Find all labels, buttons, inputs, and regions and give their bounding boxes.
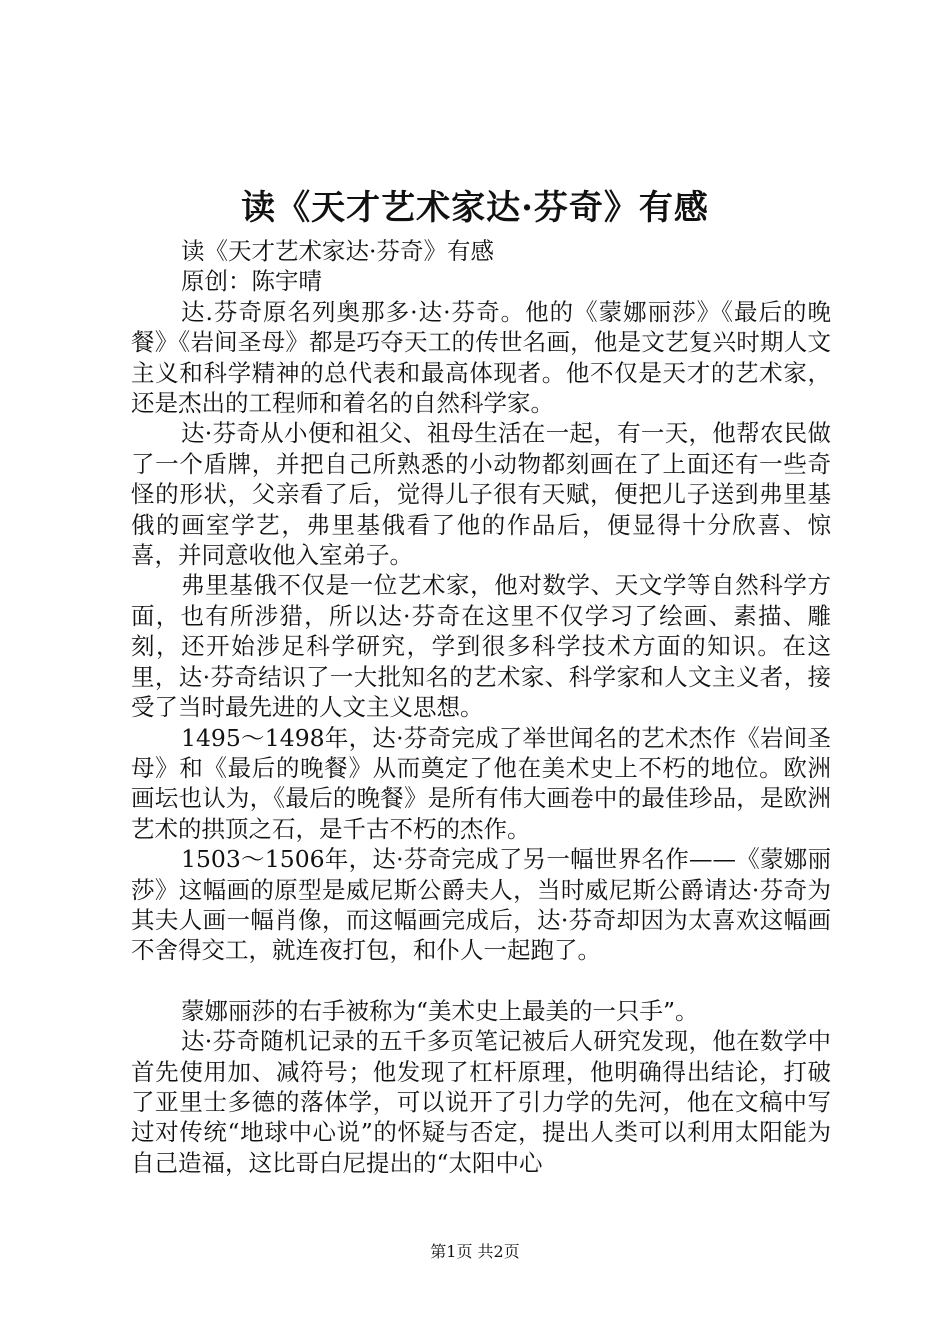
page-number-footer: 第1页 共2页 <box>430 1242 520 1261</box>
body-paragraph: 弗里基俄不仅是一位艺术家，他对数学、天文学等自然科学方面，也有所涉猎，所以达·芬奇在这里不仅学习了绘画、素描、雕刻，还开始涉足科学研究，学到很多科学技术方面的知识。在这里，达·芬奇结识了一大批知名的艺术家、科学家和人文主义者，接受了当时最先进的人文主义思想。 <box>131 571 831 722</box>
body-paragraph: 1503～1506年，达·芬奇完成了另一幅世界名作——《蒙娜丽莎》这幅画的原型是威尼斯公爵夫人，当时威尼斯公爵请达·芬奇为其夫人画一幅肖像，而这幅画完成后，达·芬奇却因为太喜欢这幅画不舍得交工，就连夜打包，和仆人一起跑了。 <box>131 845 831 965</box>
author-line: 原创：陈宇晴 <box>181 267 322 296</box>
body-paragraph: 达·芬奇随机记录的五千多页笔记被后人研究发现，他在数学中首先使用加、减符号；他发现了杠杆原理，他明确得出结论，打破了亚里士多德的落体学，可以说开了引力学的先河，他在文稿中写过对传统“地球中心说”的怀疑与否定，提出人类可以利用太阳能为自己造福，这比哥白尼提出的“太阳中心 <box>131 1027 831 1177</box>
subtitle-line: 读《天才艺术家达·芬奇》有感 <box>181 237 494 265</box>
document-title: 读《天才艺术家达·芬奇》有感 <box>241 188 709 228</box>
body-paragraph: 1495～1498年，达·芬奇完成了举世闻名的艺术杰作《岩间圣母》和《最后的晚餐》从而奠定了他在美术史上不朽的地位。欧洲画坛也认为，《最后的晚餐》是所有伟大画卷中的最佳珍品，是欧洲艺术的拱顶之石，是千古不朽的杰作。 <box>131 723 831 843</box>
body-paragraph: 达·芬奇从小便和祖父、祖母生活在一起，有一天，他帮农民做了一个盾牌，并把自己所熟悉的小动物都刻画在了上面还有一些奇怪的形状，父亲看了后，觉得儿子很有天赋，便把儿子送到弗里基俄的画室学艺，弗里基俄看了他的作品后，便显得十分欣喜、惊喜，并同意收他入室弟子。 <box>131 419 831 570</box>
body-paragraph: 蒙娜丽莎的右手被称为“美术史上最美的一只手”。 <box>181 996 699 1025</box>
body-paragraph: 达.芬奇原名列奥那多·达·芬奇。他的《蒙娜丽莎》《最后的晚餐》《岩间圣母》都是巧夺天工的传世名画，他是文艺复兴时期人文主义和科学精神的总代表和最高体现者。他不仅是天才的艺术家，还是杰出的工程师和着名的自然科学家。 <box>131 297 831 418</box>
document-body <box>131 236 831 1178</box>
